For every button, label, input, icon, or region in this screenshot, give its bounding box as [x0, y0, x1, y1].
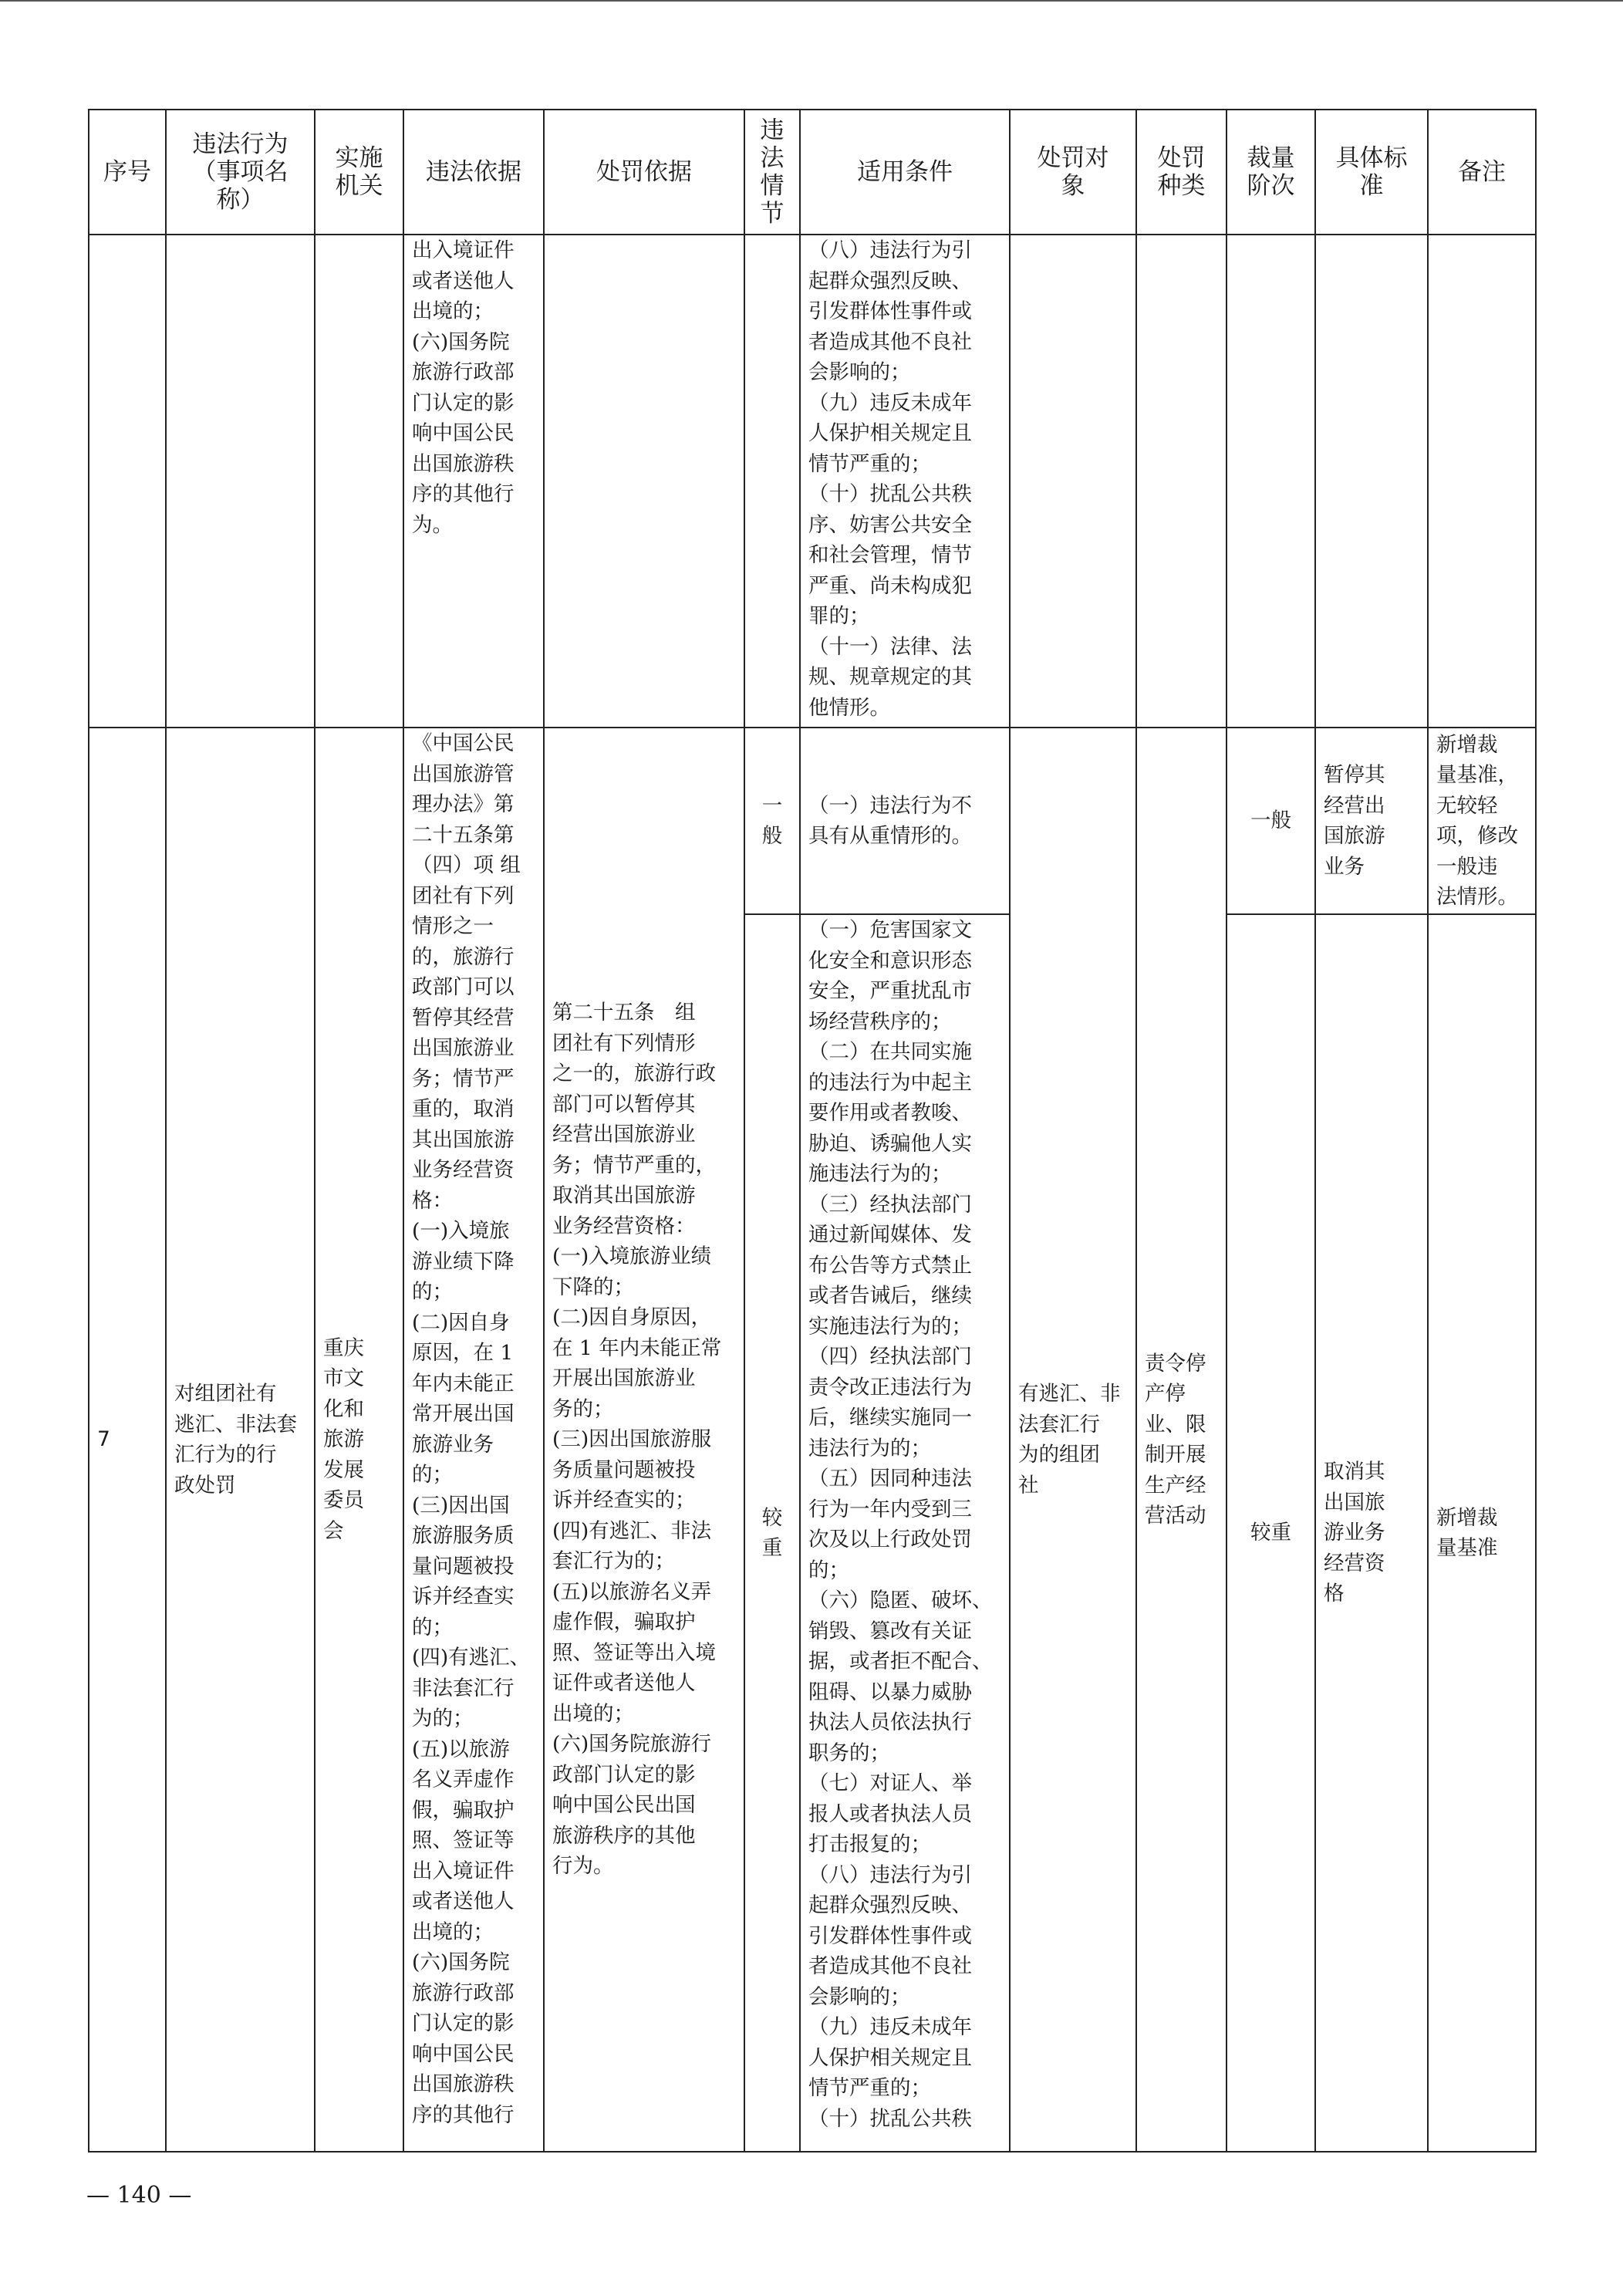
header-penalty-basis: 处罚依据	[544, 110, 744, 235]
header-circumstance: 违 法 情 节	[744, 110, 800, 235]
header-standard: 具体标 准	[1315, 110, 1428, 235]
item7-violation-basis: 《中国公民 出国旅游管 理办法》第 二十五条第 （四）项 组 团社有下列 情形之一 的，旅游行 政部门可以 暂停其经营 出国旅游业 务；情节严 重的，取消 其出国旅游 业务经营资 格： (一)入境旅 游业绩下降 的； (二)因自身 原因，在 1 年内未能正 常开展出国 旅游业务 的； (三)因出国 旅游服务质 量问题被投 诉并经查实 的； (四)有逃汇、 非法套汇行 为的； (五)以旅游 名义弄虚作 假，骗取护 照、签证等 出入境证件 或者送他人 出境的； (六)国务院 旅游行政部 门认定的影 响中国公民 出国旅游秩 序的其他行	[403, 728, 544, 2152]
item7-serious-standard: 取消其 出国旅 游业务 经营资 格	[1315, 914, 1428, 2152]
header-target: 处罚对 象	[1010, 110, 1136, 235]
header-remark: 备注	[1428, 110, 1536, 235]
item7-serious-remark: 新增裁 量基准	[1428, 914, 1536, 2152]
item7-serious-conditions: （一）危害国家文 化安全和意识形态 安全，严重扰乱市 场经营秩序的； （二）在共同实施 的违法行为中起主 要作用或者教唆、 胁迫、诱骗他人实 施违法行为的； （三）经执法部门 通过新闻媒体、发 布公告等方式禁止 或者告诫后，继续 实施违法行为的； （四）经执法部门 责令改正违法行为 后，继续实施同一 违法行为的； （五）因同种违法 行为一年内受到三 次及以上行政处罚 的； （六）隐匿、破坏、 销毁、篡改有关证 据，或者拒不配合、 阻碍、以暴力威胁 执法人员依法执行 职务的； （七）对证人、举 报人或者执法人员 打击报复的； （八）违法行为引 起群众强烈反映、 引发群体性事件或 者造成其他不良社 会影响的； （九）违反未成年 人保护相关规定且 情节严重的； （十）扰乱公共秩	[800, 914, 1010, 2152]
cont-type	[1136, 235, 1227, 728]
item7-general-circumstance: 一 般	[744, 728, 800, 914]
cont-circumstance	[744, 235, 800, 728]
header-conditions: 适用条件	[800, 110, 1010, 235]
item7-seq: 7	[89, 728, 166, 2152]
header-row	[89, 110, 1536, 235]
item7-serious-circumstance: 较 重	[744, 914, 800, 2152]
item7-general-level: 一般	[1227, 728, 1315, 914]
penalty-discretion-table	[88, 109, 1537, 2152]
cont-behavior	[166, 235, 315, 728]
continuation-row	[89, 235, 1536, 728]
item7-authority: 重庆 市文 化和 旅游 发展 委员 会	[315, 728, 403, 2152]
item7-behavior: 对组团社有 逃汇、非法套 汇行为的行 政处罚	[166, 728, 315, 2152]
cont-level	[1227, 235, 1315, 728]
cont-authority	[315, 235, 403, 728]
cont-remark	[1428, 235, 1536, 728]
item7-general-row	[89, 728, 1536, 914]
item7-serious-level: 较重	[1227, 914, 1315, 2152]
header-behavior: 违法行为 （事项名 称）	[166, 110, 315, 235]
cont-target	[1010, 235, 1136, 728]
header-seq: 序号	[89, 110, 166, 235]
cont-conditions: （八）违法行为引 起群众强烈反映、 引发群体性事件或 者造成其他不良社 会影响的； （九）违反未成年 人保护相关规定且 情节严重的； （十）扰乱公共秩 序、妨害公共安全 和社会管理，情节 严重、尚未构成犯 罪的； （十一）法律、法 规、规章规定的其 他情形。	[800, 235, 1010, 728]
cont-seq	[89, 235, 166, 728]
header-authority: 实施 机关	[315, 110, 403, 235]
item7-general-standard: 暂停其 经营出 国旅游 业务	[1315, 728, 1428, 914]
cont-standard	[1315, 235, 1428, 728]
header-level: 裁量 阶次	[1227, 110, 1315, 235]
item7-general-conditions: （一）违法行为不 具有从重情形的。	[800, 728, 1010, 914]
item7-penalty-basis: 第二十五条 组 团社有下列情形 之一的，旅游行政 部门可以暂停其 经营出国旅游业 务；情节严重的， 取消其出国旅游 业务经营资格： (一)入境旅游业绩 下降的； (二)因自身原因， 在 1 年内未能正常 开展出国旅游业 务的； (三)因出国旅游服 务质量问题被投 诉并经查实的； (四)有逃汇、非法 套汇行为的； (五)以旅游名义弄 虚作假，骗取护 照、签证等出入境 证件或者送他人 出境的； (六)国务院旅游行 政部门认定的影 响中国公民出国 旅游秩序的其他 行为。	[544, 728, 744, 2152]
item7-general-remark: 新增裁 量基准， 无较轻 项，修改 一般违 法情形。	[1428, 728, 1536, 914]
page-number: — 140 —	[86, 2182, 192, 2209]
cont-penalty-basis	[544, 235, 744, 728]
item7-target: 有逃汇、非 法套汇行 为的组团 社	[1010, 728, 1136, 2152]
top-rule	[0, 0, 1623, 2]
header-violation-basis: 违法依据	[403, 110, 544, 235]
cont-violation-basis: 出入境证件 或者送他人 出境的； (六)国务院 旅游行政部 门认定的影 响中国公民 出国旅游秩 序的其他行 为。	[403, 235, 544, 728]
item7-penalty-type: 责令停 产停 业、限 制开展 生产经 营活动	[1136, 728, 1227, 2152]
header-type: 处罚 种类	[1136, 110, 1227, 235]
